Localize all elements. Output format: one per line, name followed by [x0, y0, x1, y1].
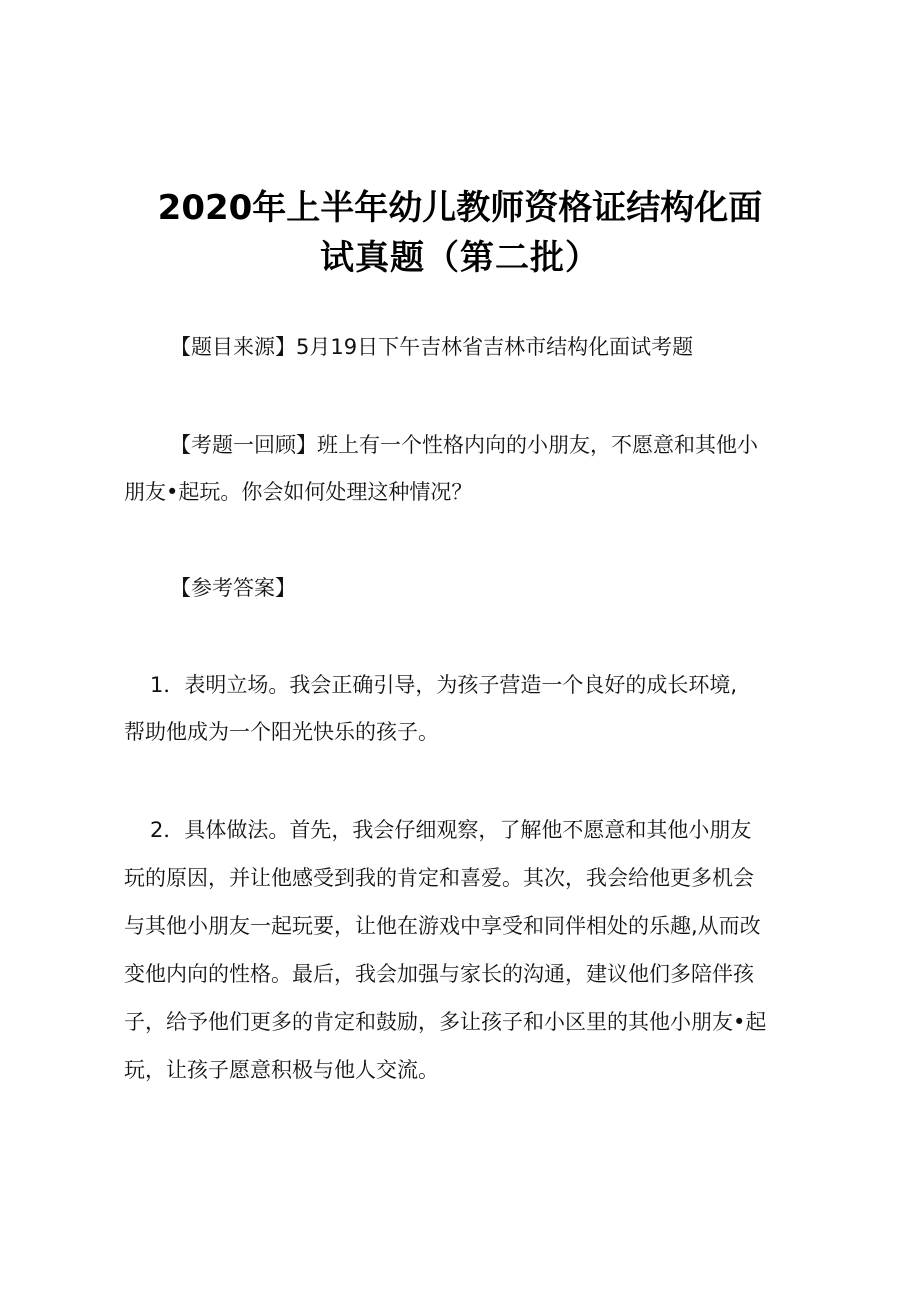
point2-line4: 变他内向的性格。最后，我会加强与家长的沟通，建议他们多陪伴孩 [124, 962, 754, 986]
document-title-line1: 2020年上半年幼儿教师资格证结构化面 [157, 188, 763, 228]
point2-line6: 玩，让孩子愿意积极与他人交流。 [124, 1058, 439, 1082]
point1-line1: 1．表明立场。我会正确引导，为孩子营造一个良好的成长环境, [150, 673, 738, 697]
point2-line3: 与其他小朋友一起玩要，让他在游戏中享受和同伴相处的乐趣,从而改 [124, 914, 761, 938]
answer-heading: 【参考答案】 [170, 576, 296, 600]
source-line: 【题目来源】5月19日下午吉林省吉林市结构化面试考题 [170, 335, 694, 359]
question-line1: 【考题一回顾】班上有一个性格内向的小朋友，不愿意和其他小 [170, 433, 758, 457]
point2-line5: 子，给予他们更多的肯定和鼓励，多让孩子和小区里的其他小朋友•起 [124, 1010, 767, 1034]
point2-line2: 玩的原因，并让他感受到我的肯定和喜爱。其次，我会给他更多机会 [124, 866, 754, 890]
document-title-line2: 试真题（第二批） [320, 238, 600, 278]
question-line2: 朋友•起玩。你会如何处理这种情况？ [124, 480, 473, 504]
point2-line1: 2．具体做法。首先，我会仔细观察，了解他不愿意和其他小朋友 [150, 818, 752, 842]
point1-line2: 帮助他成为一个阳光快乐的孩子。 [124, 720, 439, 744]
